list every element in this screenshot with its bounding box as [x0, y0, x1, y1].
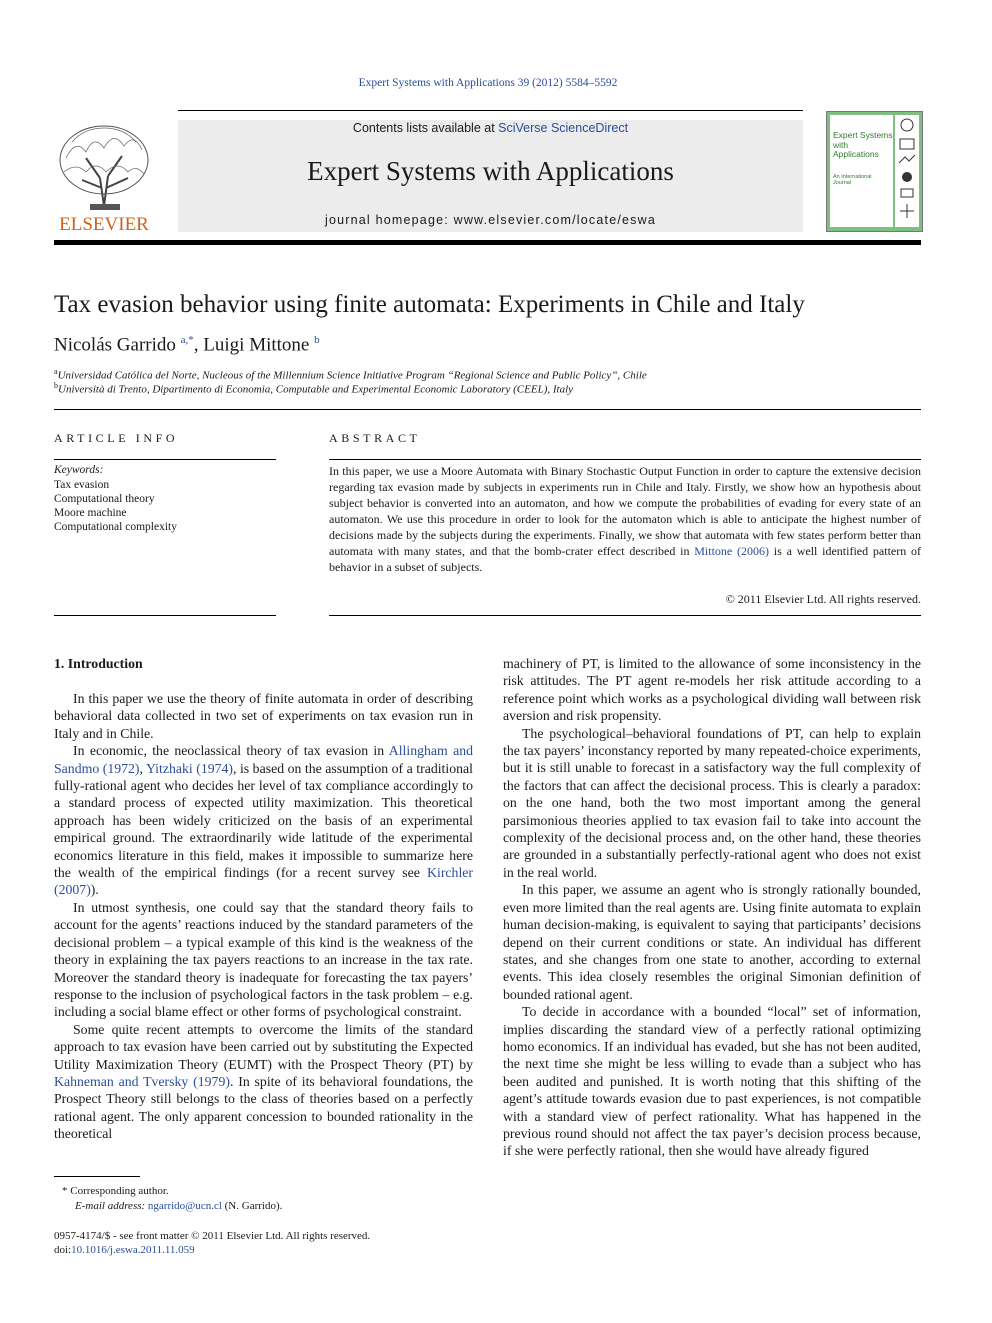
cover-title: Expert Systems with Applications	[833, 130, 893, 159]
keyword-item: Computational complexity	[54, 521, 177, 533]
abstract-part: is a well identified pattern of behavior in a subset of subjects.	[329, 544, 922, 574]
paragraph: In this paper we use the theory of finite automata in order of describing behavioral data collected in two set of experiments on tax evasion run in Italy and in Chile.	[54, 691, 473, 741]
keywords-label: Keywords:	[54, 464, 104, 476]
issn-line: 0957-4174/$ - see front matter © 2011 Elsevier Ltd. All rights reserved.	[54, 1230, 371, 1242]
reference-link[interactable]: Allingham and Sandmo (1972)	[54, 743, 473, 776]
footnote-mark: *	[62, 1185, 68, 1197]
footnote-rule	[54, 1176, 140, 1177]
corresponding-note	[62, 1185, 169, 1197]
journal-cover	[826, 111, 923, 232]
abstract-text	[329, 463, 921, 575]
doi-link[interactable]: 10.1016/j.eswa.2011.11.059	[71, 1244, 195, 1256]
paragraph: In utmost synthesis, one could say that the standard theory fails to account for the agents’ reactions induced by the standard parameters of the decisional problem – a typical example of this kind is the weakness of the theory in explaining the tax payers reactions to an increase in the tax rate. Moreover the standard theory is inadequate for forecasting the tax payers’ response to the inclusion of psychological factors in the task problem – e.g. including a social blame effect or other forms of psychological constraint.	[54, 899, 473, 1020]
paragraph	[54, 1021, 473, 1143]
author-line	[54, 334, 754, 356]
keyword-item: Tax evasion	[54, 479, 110, 491]
article-info-heading: ARTICLE INFO	[54, 431, 179, 445]
keyword-item: Computational theory	[54, 493, 155, 505]
affiliation-a	[54, 367, 914, 382]
affiliation-b-text: Università di Trento, Dipartimento di Economia, Computable and Experimental Economic Laboratory (CEEL), Italy	[58, 383, 574, 396]
title-rule	[54, 409, 921, 410]
sciencedirect-link[interactable]: SciVerse ScienceDirect	[498, 121, 629, 135]
affiliation-b	[54, 381, 914, 396]
paragraph: The psychological–behavioral foundations of PT, can help to explain the tax payers’ inconstancy reported by many repeated-choice experiments, but it is still unable to forecast in a satisfactory way the full complexity of the factors that can affect the decisional process. This is clearly a paradox: on the one hand, both the two most important among the general parsimonious theories applied to tax evasion fail to take into account the complexity of the decisional process and, on the other hand, these theories are grounded in a substantially perfectly-rational agent who does not exist in the real world.	[503, 725, 921, 880]
info-rule-top	[54, 459, 276, 460]
journal-title: Expert Systems with Applications	[307, 156, 674, 186]
affiliation-a-mark: a	[54, 367, 58, 376]
cover-icons	[895, 115, 919, 227]
paragraph: In this paper, we assume an agent who is strongly rationally bounded, even more limited than the real agents are. Using finite automata to explain human decision-making, is equivalent to saying that participants’ decisions depend on their current conditions or state. An individual has different states, and she changes from one state to another, according to external events. This idea closely resembles the original Simonian definition of bounded rational agent.	[503, 882, 921, 1002]
right-column	[503, 655, 921, 1160]
text-run: ).	[90, 882, 99, 898]
text-run: , is based on the assumption of a traditional fully-rational agent who decides her level of tax compliance accordingly to a standard process of expected utility maximization. This theoretical approach has been widely criticized on the basis of an experimental empirical ground. The extraordinarily wide latitude of the experimental economics literature in this field, makes it impossible to summarize here the wealth of the empirical findings (for a recent survey see	[54, 760, 473, 881]
reference-link[interactable]: Yitzhaki (1974)	[145, 760, 234, 776]
text-run: In economic, the neoclassical theory of tax evasion in	[73, 743, 389, 759]
keyword-item: Moore machine	[54, 507, 127, 519]
abstract-rule-bottom	[329, 615, 921, 616]
publisher-name: ELSEVIER	[59, 214, 149, 234]
text-run: Some quite recent attempts to overcome the limits of the standard approach to tax evasion have been carried out by substituting the Expected Utility Maximization Theory (EUMT) with the Prospect Theory (PT) by	[54, 1021, 473, 1072]
paragraph: machinery of PT, is limited to the allowance of some inconsistency in the risk attitudes. The PT agent re-models her risk attitude according to a reference point which works as a psychological dividing wall between risk aversion and risk propensity.	[503, 656, 921, 724]
cover-panel	[830, 115, 893, 227]
cover-icon-strip	[895, 115, 919, 227]
reference-link[interactable]: Kahneman and Tversky (1979)	[54, 1073, 230, 1089]
left-column	[54, 690, 473, 1143]
reference-link[interactable]: Kirchler (2007)	[54, 865, 473, 898]
author-1-affiliation-link[interactable]: a,*	[180, 334, 194, 346]
text-run: . In spite of its behavioral foundations, the Prospect Theory still belongs to the class of theories based on a perfectly rational agent. The only apparent concession to bounded rationality in the theoretical	[54, 1073, 473, 1142]
doi-label: doi:	[54, 1244, 72, 1256]
cover-subtitle: An International Journal	[833, 174, 872, 186]
tree-icon	[52, 118, 156, 234]
reference-link[interactable]: Mittone (2006)	[694, 544, 770, 558]
contents-prefix: Contents lists available at	[352, 121, 499, 135]
journal-homepage[interactable]: journal homepage: www.elsevier.com/locate/eswa	[324, 213, 657, 227]
abstract-heading: ABSTRACT	[329, 431, 421, 445]
email-label: E-mail address:	[75, 1200, 146, 1212]
abstract-copyright: © 2011 Elsevier Ltd. All rights reserved.	[725, 592, 921, 606]
article-title: Tax evasion behavior using finite automata: Experiments in Chile and Italy	[54, 291, 805, 318]
author-1: Nicolás Garrido	[54, 334, 176, 356]
section-heading: 1. Introduction	[54, 656, 143, 671]
affiliation-a-text: Universidad Católica del Norte, Nucleous of the Millennium Science Initiative Program “Regional Science and Public Policy”, Chile	[57, 369, 647, 382]
header-thick-rule	[54, 240, 921, 245]
email-note	[75, 1200, 282, 1212]
footnote-text: Corresponding author.	[70, 1185, 169, 1197]
doi-line	[54, 1244, 195, 1256]
text-run: ,	[139, 760, 146, 776]
affiliation-b-mark: b	[54, 381, 58, 390]
elsevier-logo	[52, 118, 156, 234]
abstract-part: In this paper, we use a Moore Automata with Binary Stochastic Output Function in order to capture the extensive decision regarding tax evasion made by subjects in experiments run in Chile and Italy. Firstly, we show how an hypothesis about subject behavior is converted into an automaton, and how we compute the probabilities of evading for every state of an automaton. We use this procedure in order to look for the automaton which is able to anticipate the highest number of decisions made by the subjects during the experiments. Finally, we show that automata with few states perform better than automata with many states, and that the bomb-crater effect described in	[329, 464, 921, 558]
journal-citation[interactable]: Expert Systems with Applications 39 (2012) 5584–5592	[358, 77, 618, 89]
author-2-affiliation-link[interactable]: b	[314, 334, 320, 346]
author-2: , Luigi Mittone	[193, 334, 310, 356]
header-rule	[178, 110, 803, 111]
email-link[interactable]: ngarrido@ucn.cl	[147, 1200, 222, 1212]
info-rule-bottom	[54, 615, 276, 616]
abstract-rule-top	[329, 459, 921, 460]
contents-line	[178, 121, 803, 135]
paragraph	[54, 742, 473, 899]
email-name: (N. Garrido).	[221, 1200, 283, 1212]
paragraph: To decide in accordance with a bounded “local” set of information, implies discarding the standard view of a perfectly rational optimizing homo economics. If an individual has evaded, but she has not been audited, the next time she might be less willing to evade than a subject who has been audited and punished. It is worth noting that this shifting of the agent’s attitude towards evasion due to past experiences, is not compatible with a standard view of perfect rationality. What has happened in the previous round should not affect the tax payer’s decision process because, if she were perfectly rational, then she would have already figured	[503, 1004, 921, 1159]
